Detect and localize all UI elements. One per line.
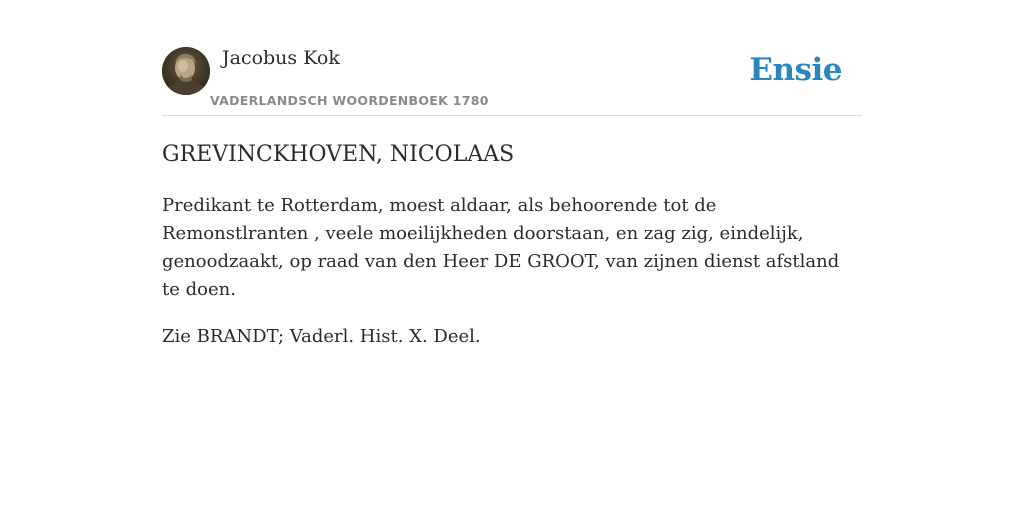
author-avatar[interactable] [162, 47, 210, 95]
entry-reference: Zie BRANDT; Vaderl. Hist. X. Deel. [162, 326, 481, 347]
entry-header [162, 46, 862, 116]
ensie-logo[interactable]: Ensie [749, 52, 842, 88]
entry-paragraph: Predikant te Rotterdam, moest aldaar, als behoorende tot de Remonstlranten , veele moeilijkheden doorstaan, en zag zig, eindelijk, genoodzaakt, op raad van den Heer DE GROOT, van zijnen dienst afstland te doen. [162, 195, 840, 300]
author-name[interactable]: Jacobus Kok [222, 47, 340, 69]
entry-title: GREVINCKHOVEN, NICOLAAS [162, 142, 515, 167]
portrait-avatar-icon [162, 47, 210, 95]
article-content [162, 140, 862, 351]
source-label[interactable]: VADERLANDSCH WOORDENBOEK 1780 [210, 93, 489, 108]
